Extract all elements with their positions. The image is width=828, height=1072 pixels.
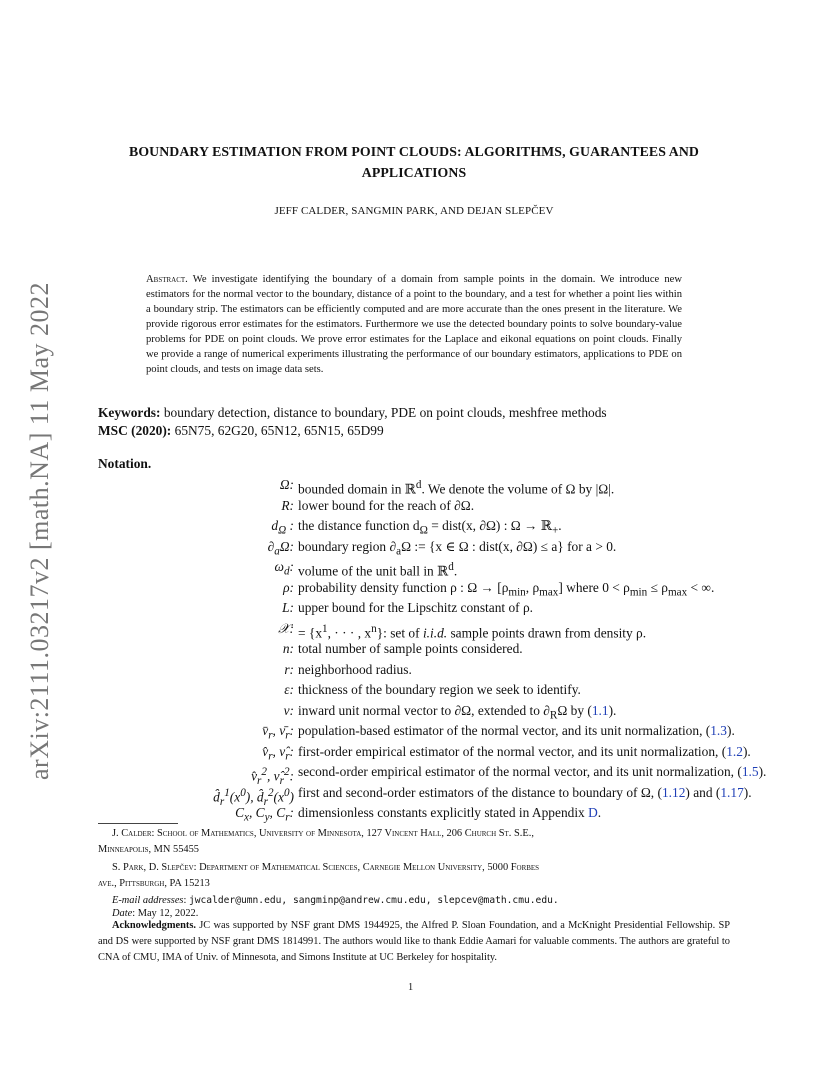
notation-description: second-order empirical estimator of the normal vector, and its unit normalization, (1.5). [298, 764, 767, 779]
notation-symbol: $v̄_r$, $\nū_r$: [262, 723, 294, 742]
page-number: 1 [408, 982, 414, 993]
notation-row [98, 537, 738, 557]
notation-row [98, 475, 738, 495]
author-list: JEFF CALDER, SANGMIN PARK, AND DEJAN SLEPČEV [274, 205, 554, 217]
keywords-text: boundary detection, distance to boundary, PDE on point clouds, meshfree methods [163, 405, 607, 420]
notation-symbol: $v̂_r^2$, $\nû_r^2$: [251, 766, 294, 788]
paper-title [100, 141, 728, 183]
notation-symbol: $C_x$, $C_y$, $C_r$: [235, 805, 294, 824]
notation-description: inward unit normal vector to ∂Ω, extended to $\partial_R\Omega$ by (1.1). [298, 702, 617, 722]
notation-symbol: 𝒳: [278, 620, 294, 636]
notation-description: first and second-order estimators of the distance to boundary of Ω, (1.12) and (1.17). [298, 784, 752, 800]
keywords-block [98, 404, 738, 440]
notation-description: the distance function $d_\Omega$ = dist(x, ∂Ω) : Ω → ℝ$_+$. [298, 518, 562, 537]
notation-description: dimensionless constants explicitly stated in Appendix D. [298, 805, 602, 820]
email-line: E-mail addresses: jwcalder@umn.edu, sangminp@andrew.cmu.edu, slepcev@math.cmu.edu. [112, 895, 559, 906]
email-addresses: jwcalder@umn.edu, sangminp@andrew.cmu.edu, slepcev@math.cmu.edu. [188, 895, 559, 906]
notation-description: boundary region $\partial_a\Omega$ := {x ∈ Ω : dist(x, ∂Ω) ≤ a} for a > 0. [298, 538, 617, 558]
affiliation-park-line-1: S. Park, D. Slepčev: Department of Mathematical Sciences, Carnegie Mellon University, 5000 Forbes [112, 862, 540, 873]
notation-row [98, 578, 738, 598]
affiliation-park-slepcev [98, 860, 730, 892]
notation-row [98, 557, 738, 577]
notation-symbol: n: [282, 641, 294, 656]
notation-symbol: ε: [284, 682, 294, 697]
notation-row [98, 598, 738, 618]
affiliation-calder-line-1: J. Calder: School of Mathematics, University of Minnesota, 127 Vincent Hall, 206 Church St. S.E., [112, 828, 534, 839]
email-label: E-mail addresses [112, 895, 184, 906]
keywords-label: Keywords: [98, 405, 161, 420]
notation-description: total number of sample points considered. [298, 641, 523, 656]
notation-description: bounded domain in ℝ$^d$. We denote the volume of Ω by |Ω|. [298, 479, 615, 497]
notation-heading: Notation. [98, 456, 152, 471]
notation-row [98, 496, 738, 516]
msc-label: MSC (2020): [98, 423, 172, 438]
notation-symbol: ν: [283, 702, 294, 718]
notation-description: neighborhood radius. [298, 661, 412, 677]
notation-row [98, 701, 738, 721]
notation-row [98, 619, 738, 639]
notation-row [98, 639, 738, 659]
ack-text: JC was supported by NSF grant DMS 1944925, the Alfred P. Sloan Foundation, and a McKnight Presidential Fellowship. SP and DS were supported by NSF grant DMS 1814991. The authors would like to thank Eddie Aamari for valuable comments. The authors are grateful to CNA of CMU, IMA of Univ. of Minnesota, and Simons Institute at UC Berkeley for hospitality. [98, 920, 730, 963]
notation-row [98, 660, 738, 680]
notation-symbol: Ω: [279, 477, 294, 492]
notation-symbol: R: [281, 497, 294, 513]
abstract [146, 272, 682, 377]
ack-label: Acknowledgments. [112, 920, 196, 931]
date-line: Date: May 12, 2022. [112, 908, 199, 919]
acknowledgments [98, 918, 730, 966]
notation-symbol: $\partial_a\Omega$: [267, 538, 294, 558]
notation-description: volume of the unit ball in ℝ$^d$. [298, 561, 458, 579]
notation-symbol: $\omega_d$: [274, 559, 294, 578]
notation-row [98, 516, 738, 536]
date-value: May 12, 2022. [137, 908, 199, 919]
abstract-text: We investigate identifying the boundary of a domain from sample points in the domain. We introduce new estimators for the normal vector to the boundary, distance of a point to the boundary, and a test for whether a point lies within a boundary strip. The estimators can be efficiently computed and are more accurate than the ones present in the literature. We provide rigorous error estimates for the estimators. Furthermore we use the detected boundary points to solve boundary-value problems for PDE on point clouds. We prove error estimates for the Laplace and eikonal equations on point clouds. Finally we provide a range of numerical experiments illustrating the performance of our boundary estimators, applications to PDE on point clouds, and tests on image data sets. [146, 274, 682, 375]
notation-row [98, 783, 752, 808]
notation-symbol: L: [282, 600, 294, 615]
notation-row [98, 762, 767, 788]
title-line-1: BOUNDARY ESTIMATION FROM POINT CLOUDS: ALGORITHMS, GUARANTEES AND [129, 144, 699, 159]
affiliation-calder [98, 826, 730, 858]
notation-symbol: $d_\Omega$ : [271, 518, 294, 537]
date-label: Date [112, 908, 133, 919]
notation-description: upper bound for the Lipschitz constant of ρ. [298, 600, 534, 615]
notation-description: first-order empirical estimator of the normal vector, and its unit normalization, (1.2). [298, 743, 751, 759]
notation-description: population-based estimator of the normal vector, and its unit normalization, (1.3). [298, 723, 735, 738]
abstract-label: Abstract. [146, 274, 188, 285]
notation-row [98, 803, 738, 823]
notation-description: probability density function ρ : $\Omega \to [\rho_{min}$, $\rho_{max}$] where $0 < \rho_{min} \le \rho_{max}$ < ∞. [298, 579, 715, 599]
title-line-2: APPLICATIONS [361, 165, 467, 180]
arxiv-stamp: arXiv:2111.03217v2 [math.NA] 11 May 2022 [25, 281, 54, 780]
footnote-rule [98, 823, 178, 824]
notation-description: = {$x^1$, · · · , $x^n$}: set of i.i.d. sample points drawn from density ρ. [298, 622, 647, 640]
notation-symbol: $d̂_r^1(x^0)$, $d̂_r^2(x^0)$ [213, 786, 294, 808]
msc-text: 65N75, 62G20, 65N12, 65N15, 65D99 [174, 423, 384, 438]
affiliation-park-line-2: ave., Pittsburgh, PA 15213 [98, 878, 210, 889]
notation-row [98, 742, 751, 763]
notation-description: thickness of the boundary region we seek to identify. [298, 682, 581, 697]
notation-description: lower bound for the reach of ∂Ω. [298, 497, 475, 513]
notation-row [98, 680, 738, 700]
notation-symbol: ρ: [283, 579, 294, 595]
notation-symbol: r: [284, 661, 294, 677]
notation-symbol: $v̂_r$, $\nû_r$: [262, 743, 294, 763]
affiliation-calder-line-2: Minneapolis, MN 55455 [98, 844, 199, 855]
notation-row [98, 721, 738, 741]
